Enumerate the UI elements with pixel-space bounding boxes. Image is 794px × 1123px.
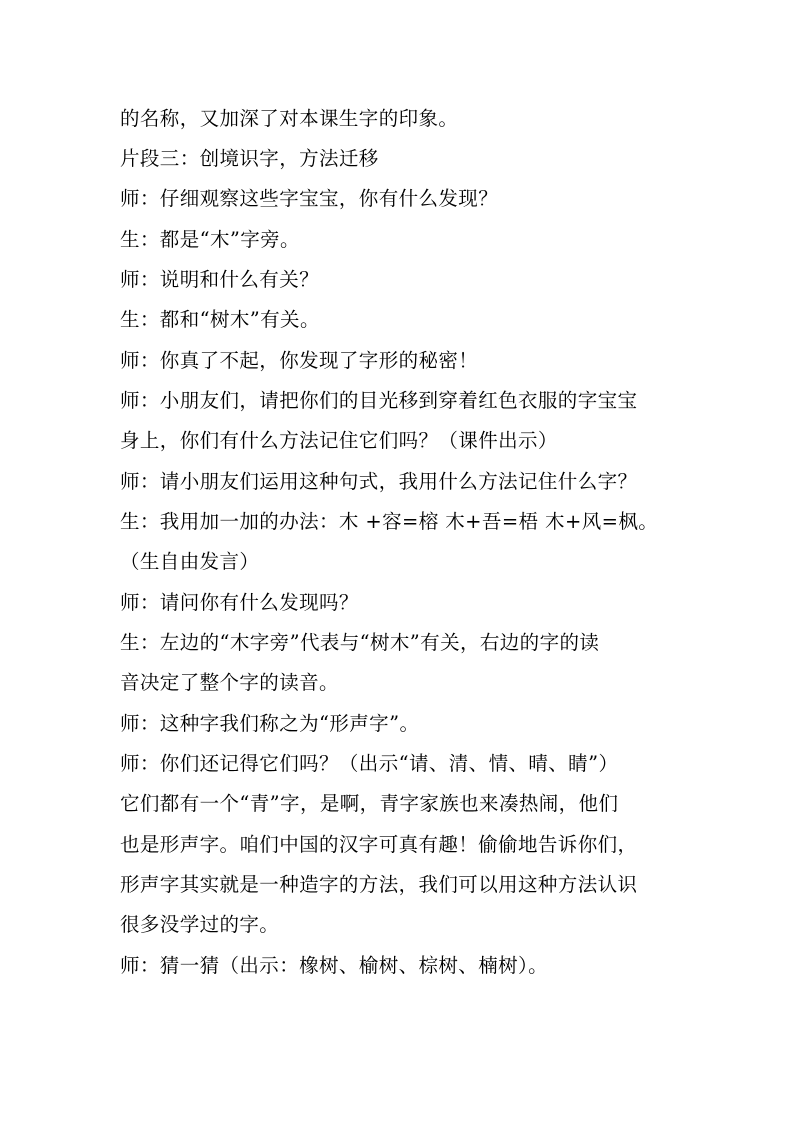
text-line: 师：请小朋友们运用这种句式，我用什么方法记住什么字？ [120,470,638,493]
text-line: 师：请问你有什么发现吗？ [120,591,359,614]
text-line: 生：我用加一加的办法：木 +容=榕 木+吾=梧 木+风=枫。 [120,510,659,533]
section-heading: 片段三：创境识字，方法迁移 [120,147,379,170]
text-line: 生：都和“树木”有关。 [120,308,320,331]
text-line: 的名称，又加深了对本课生字的印象。 [120,107,459,130]
text-line: 师：你们还记得它们吗？（出示“请、清、情、晴、睛”） [120,752,619,775]
text-line: 也是形声字。咱们中国的汉字可真有趣！偷偷地告诉你们， [120,833,638,856]
text-line: （生自由发言） [120,550,260,573]
text-line: 音决定了整个字的读音。 [120,671,339,694]
text-line: 师：你真了不起，你发现了字形的秘密！ [120,349,479,372]
text-line: 生：都是“木”字旁。 [120,228,300,251]
text-line: 很多没学过的字。 [120,913,280,936]
text-line: 师：这种字我们称之为“形声字”。 [120,712,420,735]
text-line: 师：猜一猜（出示：橡树、榆树、棕树、楠树）。 [120,954,549,977]
text-line: 师：仔细观察这些字宝宝，你有什么发现？ [120,187,499,210]
text-line: 它们都有一个“青”字，是啊，青字家族也来凑热闹，他们 [120,792,619,815]
text-line: 形声字其实就是一种造字的方法，我们可以用这种方法认识 [120,873,638,896]
text-line: 师：小朋友们，请把你们的目光移到穿着红色衣服的字宝宝 [120,389,638,412]
text-line: 身上，你们有什么方法记住它们吗？（课件出示） [120,429,558,452]
text-line: 生：左边的“木字旁”代表与“树木”有关，右边的字的读 [120,631,600,654]
text-line: 师：说明和什么有关？ [120,268,320,291]
